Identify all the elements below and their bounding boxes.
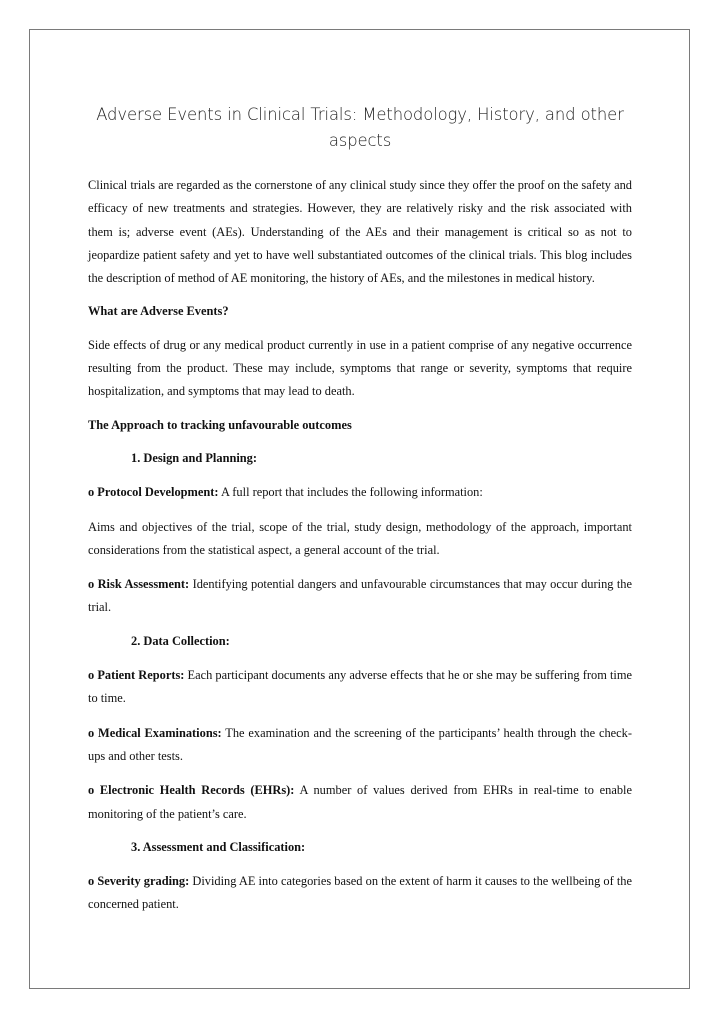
medical-label: o Medical Examinations: <box>88 725 222 740</box>
heading-what-are-adverse-events: What are Adverse Events? <box>88 304 229 319</box>
ehr-text: A number of values derived from EHRs in real-time to enable monitoring of the patient’s care. <box>88 783 632 821</box>
intro-paragraph: Clinical trials are regarded as the cornerstone of any clinical study since they offer the proof on the safety and efficacy of new treatments and strategies. However, they are relatively risky and the risk associated with them is; adverse event (AEs). Understanding of the AEs and their management is critical so as not to jeopardize patient safety and yet to have well substantiated outcomes of the clinical trials. This blog includes the description of method of AE monitoring, the history of AEs, and the milestones in medical history. <box>88 178 632 286</box>
severity-label: o Severity grading: <box>88 874 190 889</box>
aims-paragraph: Aims and objectives of the trial, scope of the trial, study design, methodology of the approach, important considerations from the statistical aspect, a general account of the trial. <box>88 519 632 557</box>
severity-paragraph <box>88 870 632 917</box>
what-paragraph: Side effects of drug or any medical product currently in use in a patient comprise of any negative occurrence resulting from the product. These may include, symptoms that range or severity, symptoms that require hospitalization, and symptoms that may lead to death. <box>88 337 632 399</box>
protocol-paragraph <box>88 481 632 504</box>
risk-paragraph <box>88 573 632 620</box>
medical-text: The examination and the screening of the participants’ health through the check-ups and other tests. <box>88 725 632 763</box>
patient-label: o Patient Reports: <box>88 668 185 683</box>
risk-text: Identifying potential dangers and unfavourable circumstances that may occur during the trial. <box>88 577 633 615</box>
risk-label: o Risk Assessment: <box>88 577 190 592</box>
ehr-label: o Electronic Health Records (EHRs): <box>88 783 295 798</box>
step-data-collection: 2. Data Collection: <box>131 633 230 648</box>
step-design-planning: 1. Design and Planning: <box>131 450 258 465</box>
heading-approach: The Approach to tracking unfavourable outcomes <box>88 417 352 432</box>
protocol-text: A full report that includes the following information: <box>218 485 483 500</box>
page-title: Adverse Events in Clinical Trials: Methodology, History, and other aspects <box>96 105 624 150</box>
step-assessment-classification: 3. Assessment and Classification: <box>131 839 306 854</box>
medical-paragraph <box>88 722 632 769</box>
protocol-label: o Protocol Development: <box>88 485 219 500</box>
document-body <box>88 96 632 917</box>
severity-text: Dividing AE into categories based on the extent of harm it causes to the wellbeing of the concerned patient. <box>88 874 632 912</box>
patient-paragraph <box>88 664 632 711</box>
ehr-paragraph <box>88 779 632 826</box>
patient-text: Each participant documents any adverse effects that he or she may be suffering from time to time. <box>88 668 632 706</box>
